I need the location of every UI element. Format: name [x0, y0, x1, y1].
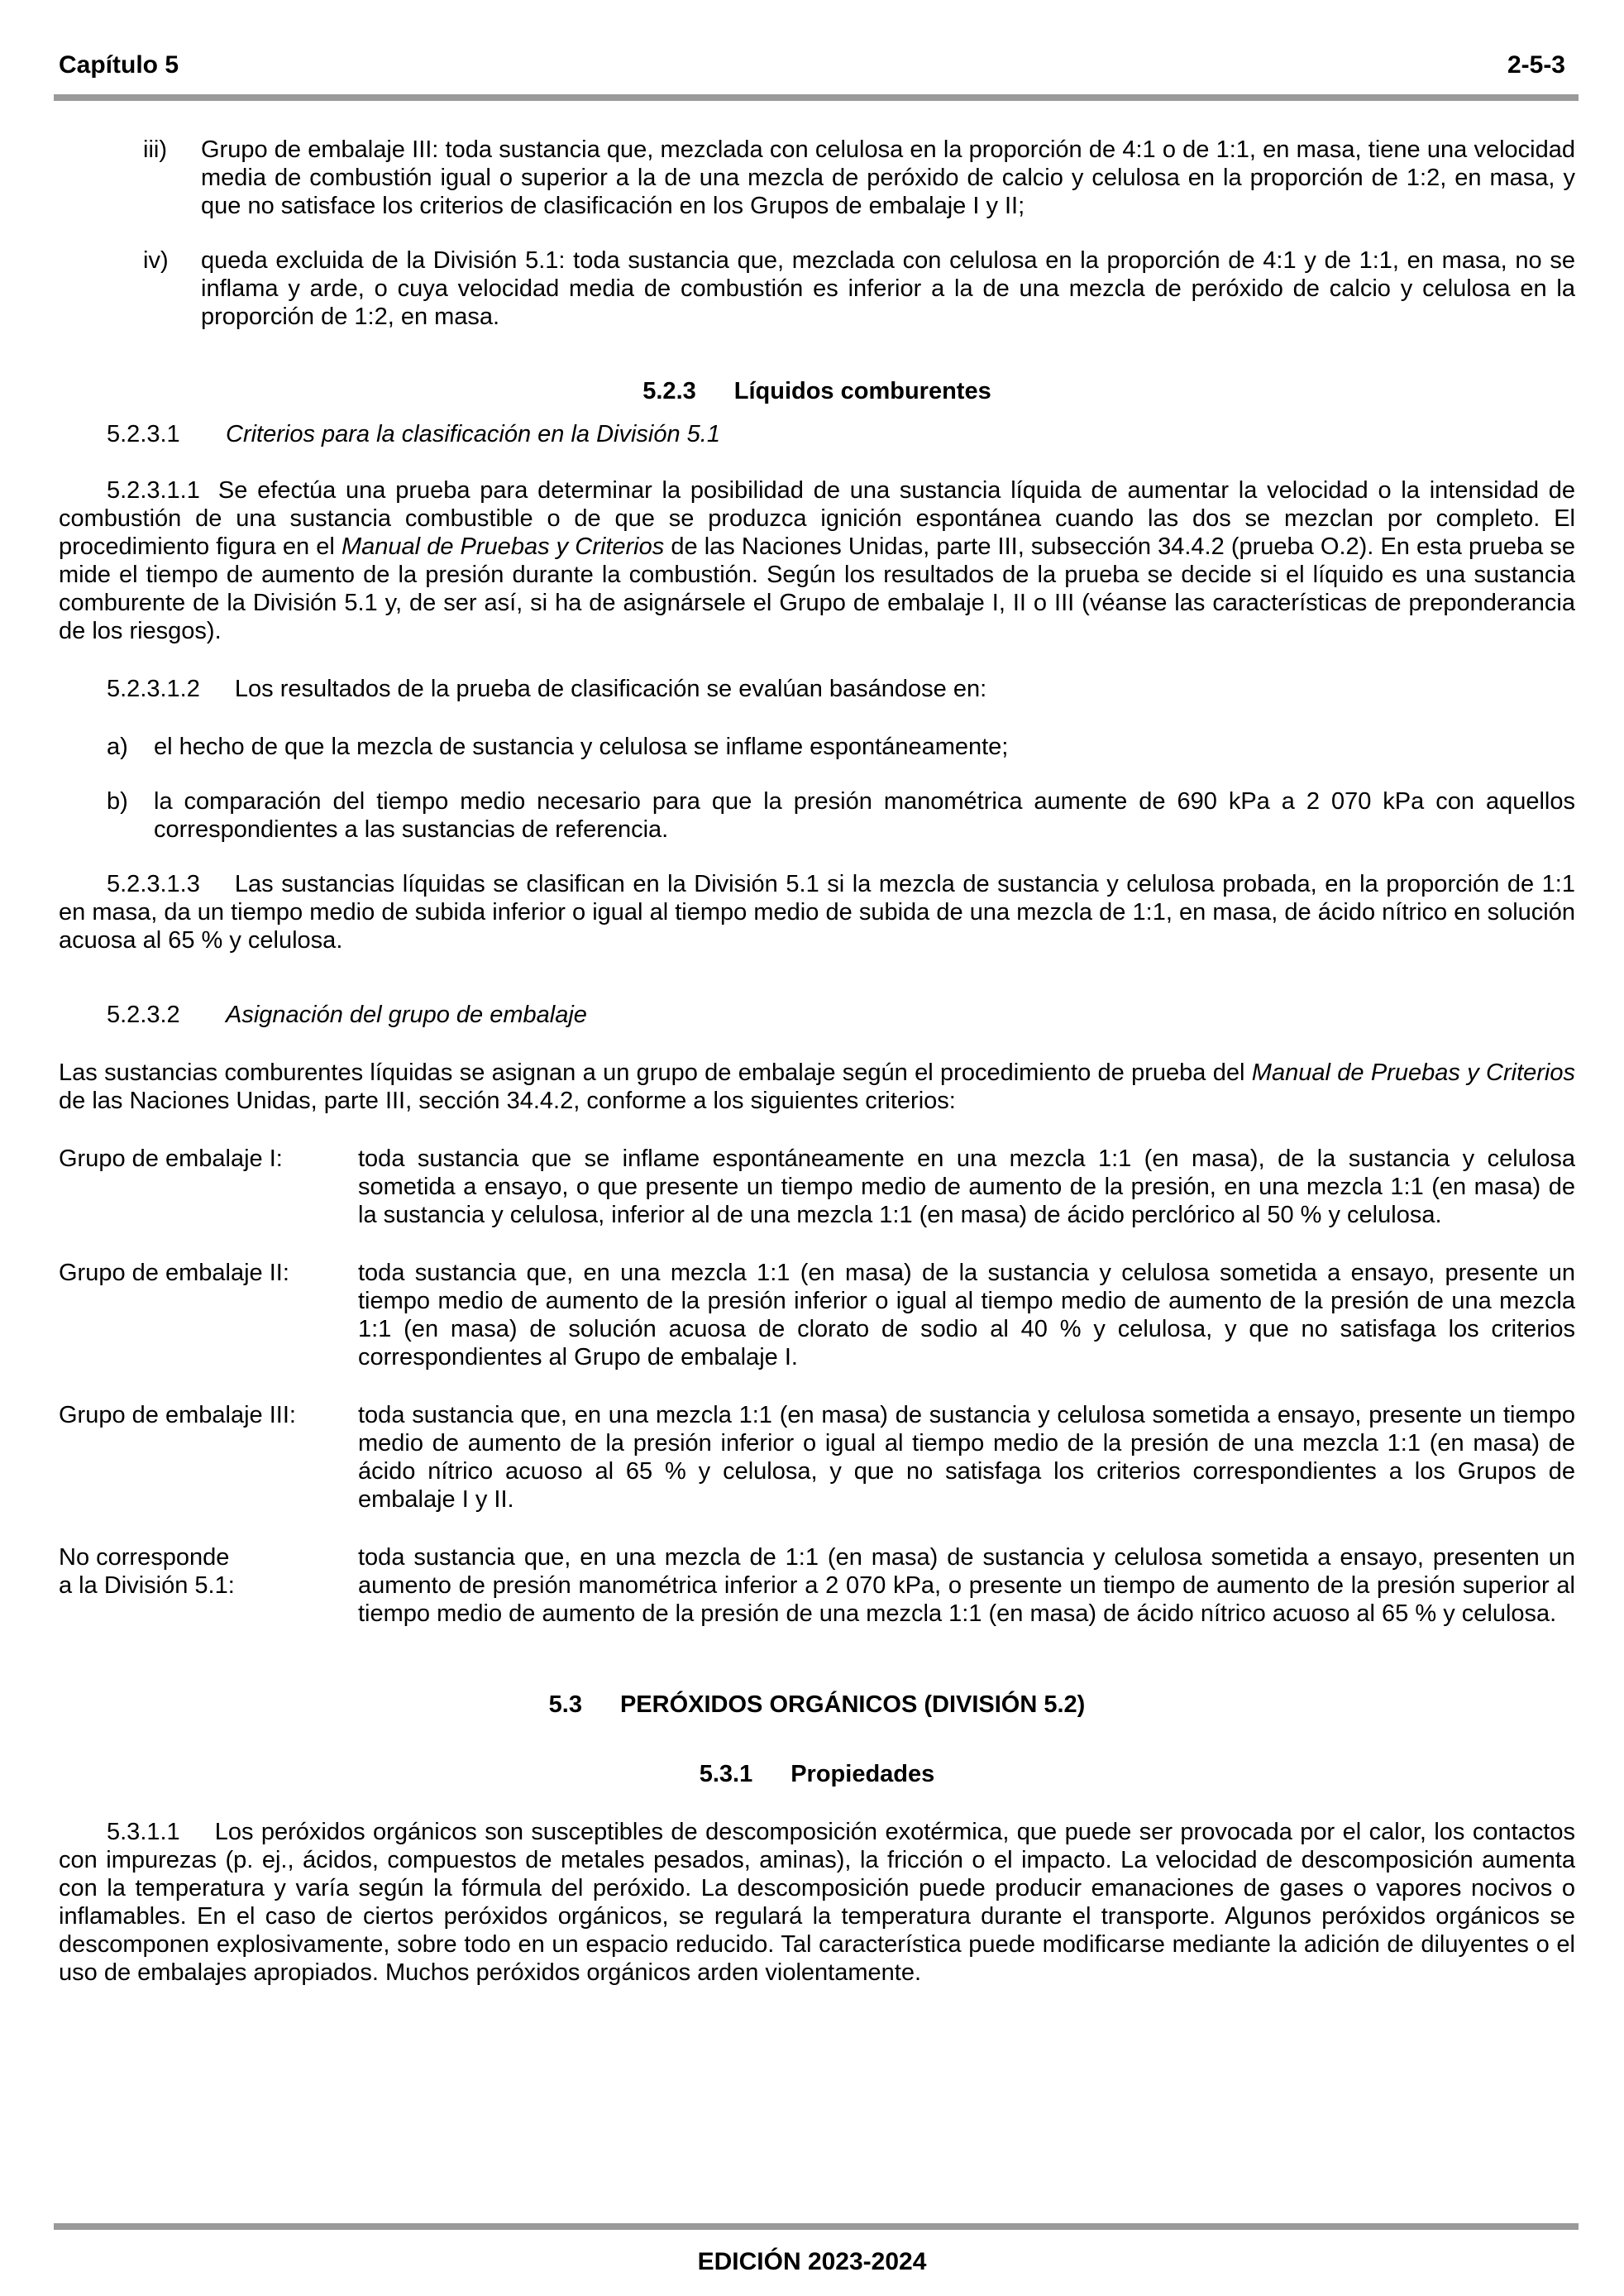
- paragraph-text: Las sustancias líquidas se clasifican en la División 5.1 si la mezcla de sustancia y celulosa probada, en la proporción de 1:1 en masa, da un tiempo medio de subida inferior o igual al tiempo medio de subida de una mezcla de 1:1, en masa, de ácido nítrico en solución acuosa al 65 % y celulosa.: [59, 871, 1575, 954]
- page-header: [59, 51, 1565, 84]
- page-body: [59, 136, 1575, 1987]
- criteria-label: Grupo de embalaje II:: [59, 1260, 289, 1286]
- subsection-heading-5-2-3-1: [59, 420, 1575, 448]
- section-number: 5.2.3: [642, 378, 696, 404]
- list-item-text: el hecho de que la mezcla de sustancia y celulosa se inflame espontáneamente;: [154, 734, 1009, 760]
- section-title: Líquidos comburentes: [733, 378, 991, 404]
- list-item-a: [59, 733, 1575, 761]
- list-item-iii: [59, 136, 1575, 220]
- paragraph-text: Los peróxidos orgánicos son susceptibles de descomposición exotérmica, que puede ser provocada por el calor, los contactos con impurezas (p. ej., ácidos, compuestos de metales pesados, aminas), la fricción o el impacto. La velocidad de descomposición aumenta con la temperatura y varía según la fórmula del peróxido. La descomposición puede producir emanaciones de gases o vapores nocivos o inflamables. En el caso de ciertos peróxidos orgánicos, se regulará la temperatura durante el transporte. Algunos peróxidos orgánicos se descomponen explosivamente, sobre todo en un espacio reducido. Tal característica puede modificarse mediante la adición de diluyentes o el uso de embalajes apropiados. Muchos peróxidos orgánicos arden violentamente.: [59, 1819, 1575, 1986]
- subsection-title: Criterios para la clasificación en la División 5.1: [226, 421, 720, 447]
- criteria-not-division: [59, 1543, 1575, 1628]
- criteria-group-iii: [59, 1401, 1575, 1514]
- list-item-number: iii): [143, 136, 167, 163]
- page-number: 2-5-3: [1507, 51, 1565, 79]
- paragraph-5-2-3-1-3: [59, 870, 1575, 954]
- subsection-heading-5-2-3-2: [59, 1001, 1575, 1029]
- criteria-intro: [59, 1059, 1575, 1115]
- list-item-b: [59, 787, 1575, 844]
- section-heading-5-2-3: [59, 377, 1575, 405]
- paragraph-5-2-3-1-2: [59, 675, 1575, 703]
- edition-footer: EDICIÓN 2023-2024: [697, 2248, 927, 2275]
- paragraph-text: de las Naciones Unidas, parte III, subsección 34.4.2 (prueba O.2). En esta prueba se mide el tiempo de aumento de la presión durante la combustión. Según los resultados de la prueba se decide si el líquido es una sustancia comburente de la División 5.1 y, de ser así, si ha de asignársele el Grupo de embalaje I, II o III (véanse las características de preponderancia de los riesgos).: [59, 533, 1575, 644]
- criteria-group-ii: [59, 1259, 1575, 1371]
- list-item-text: Grupo de embalaje III: toda sustancia que, mezclada con celulosa en la proporción de 4:1 o de 1:1, en masa, tiene una velocidad media de combustión igual o superior a la de una mezcla de peróxido de calcio y celulosa en la proporción de 1:2, en masa, y que no satisface los criterios de clasificación en los Grupos de embalaje I y II;: [201, 136, 1575, 219]
- list-item-number: b): [107, 788, 128, 815]
- paragraph-number: 5.3.1.1: [107, 1819, 180, 1845]
- criteria-label: No corresponde a la División 5.1:: [59, 1544, 235, 1599]
- criteria-text: toda sustancia que, en una mezcla 1:1 (en masa) de la sustancia y celulosa sometida a ensayo, presente un tiempo medio de aumento de la presión inferior o igual al tiempo medio de aumento de la presión de una mezcla 1:1 (en masa) de solución acuosa de clorato de sodio al 40 % y celulosa, y que no satisfaga los criterios correspondientes al Grupo de embalaje I.: [358, 1260, 1575, 1370]
- criteria-label: Grupo de embalaje I:: [59, 1146, 283, 1172]
- paragraph-5-2-3-1-1: [59, 476, 1575, 645]
- list-item-number: iv): [143, 247, 169, 274]
- intro-text: Las sustancias comburentes líquidas se asignan a un grupo de embalaje según el procedimiento de prueba del: [59, 1060, 1252, 1086]
- manual-title: Manual de Pruebas y Criterios: [341, 533, 665, 560]
- manual-title: Manual de Pruebas y Criterios: [1251, 1060, 1575, 1086]
- criteria-text: toda sustancia que se inflame espontáneamente en una mezcla 1:1 (en masa), de la sustancia y celulosa sometida a ensayo, o que presente un tiempo medio de aumento de la presión, en una mezcla 1:1 (en masa) de la sustancia y celulosa, inferior al de una mezcla 1:1 (en masa) de ácido perclórico al 50 % y celulosa.: [358, 1146, 1575, 1228]
- section-number: 5.3: [548, 1691, 582, 1718]
- section-title: PERÓXIDOS ORGÁNICOS (DIVISIÓN 5.2): [619, 1691, 1086, 1718]
- paragraph-number: 5.2.3.1.3: [107, 871, 200, 897]
- section-title: Propiedades: [791, 1761, 935, 1787]
- criteria-group-i: [59, 1145, 1575, 1229]
- section-heading-5-3: [59, 1691, 1575, 1719]
- criteria-label: Grupo de embalaje III:: [59, 1402, 296, 1428]
- section-number: 5.3.1: [699, 1761, 753, 1787]
- paragraph-number: 5.2.3.1.2: [107, 676, 200, 702]
- list-item-text: la comparación del tiempo medio necesario para que la presión manométrica aumente de 690 kPa a 2 070 kPa con aquellos correspondientes a las sustancias de referencia.: [154, 788, 1575, 843]
- header-rule: [54, 94, 1579, 101]
- paragraph-text: Se efectúa una prueba para determinar la posibilidad de una sustancia líquida de aumentar la velocidad o la intensidad de combustión de una sustancia combustible o de que se produzca ignición espontánea cuando las dos se mezclan por completo. El procedimiento figura en el: [59, 477, 1575, 560]
- chapter-label: Capítulo 5: [59, 51, 179, 79]
- subsection-number: 5.2.3.2: [107, 1002, 180, 1028]
- criteria-text: toda sustancia que, en una mezcla 1:1 (en masa) de sustancia y celulosa sometida a ensayo, presente un tiempo medio de aumento de la presión inferior o igual al tiempo medio de la presión de una mezcla 1:1 (en masa) de ácido nítrico acuoso al 65 % y celulosa, y que no satisfaga los criterios correspondientes a los Grupos de embalaje I y II.: [358, 1402, 1575, 1513]
- paragraph-5-3-1-1: [59, 1818, 1575, 1987]
- footer-rule: [54, 2223, 1579, 2230]
- list-item-number: a): [107, 734, 128, 760]
- list-item-iv: [59, 246, 1575, 331]
- list-item-text: queda excluida de la División 5.1: toda sustancia que, mezclada con celulosa en la proporción de 4:1 y de 1:1, en masa, no se inflama y arde, o cuya velocidad media de combustión es inferior a la de una mezcla de peróxido de calcio y celulosa en la proporción de 1:2, en masa.: [201, 247, 1575, 330]
- paragraph-number: 5.2.3.1.1: [107, 477, 200, 504]
- subsection-title: Asignación del grupo de embalaje: [226, 1002, 587, 1028]
- subsection-number: 5.2.3.1: [107, 421, 180, 447]
- paragraph-text: Los resultados de la prueba de clasificación se evalúan basándose en:: [234, 676, 987, 702]
- section-heading-5-3-1: [59, 1760, 1575, 1788]
- intro-text: de las Naciones Unidas, parte III, sección 34.4.2, conforme a los siguientes criterios:: [59, 1088, 956, 1114]
- criteria-text: toda sustancia que, en una mezcla de 1:1 (en masa) de sustancia y celulosa sometida a ensayo, presenten un aumento de presión manométrica inferior a 2 070 kPa, o presente un tiempo de aumento de la presión superior al tiempo medio de aumento de la presión de una mezcla 1:1 (en masa) de ácido nítrico acuoso al 65 % y celulosa.: [358, 1544, 1575, 1627]
